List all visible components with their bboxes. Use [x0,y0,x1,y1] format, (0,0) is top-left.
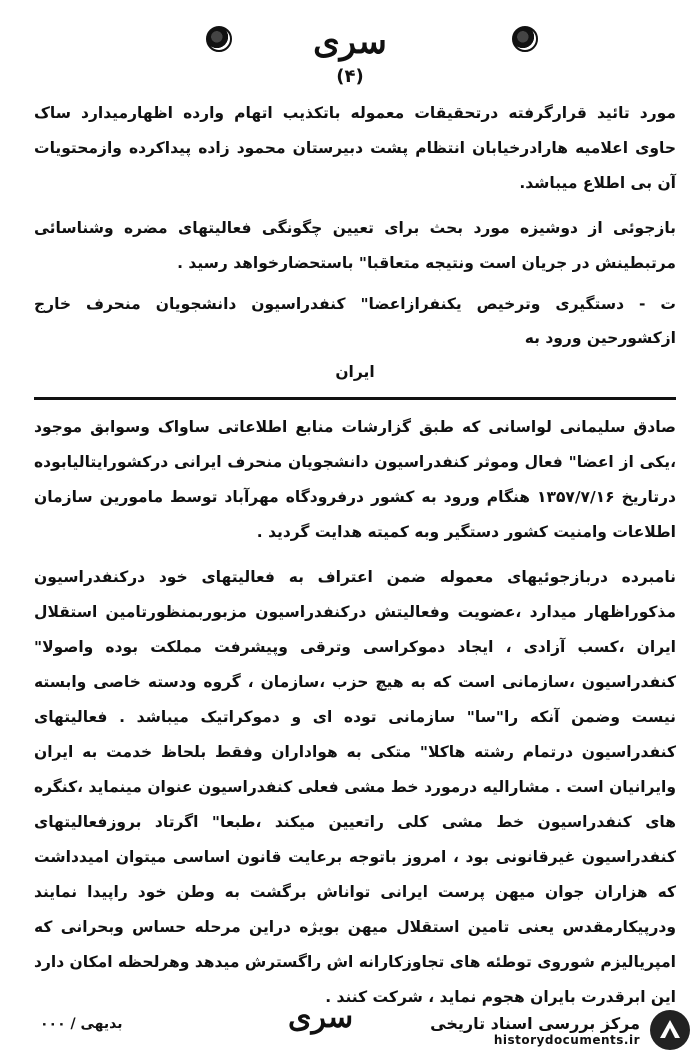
watermark-title: مرکز بررسی اسناد تاریخی [430,1013,640,1033]
item-t [34,287,676,389]
item-t-last-word: ایران [335,363,375,381]
section-divider [34,397,676,400]
watermark-url: historydocuments.ir [493,1032,640,1047]
footer-classification: سری [288,1000,354,1035]
watermark-text [430,1014,640,1047]
page-number: (۴) [336,66,364,87]
paragraph: بازجوئی از دوشیزه مورد بحث برای تعیین چگونگی فعالیتهای مضره وشناسائی مرتبطینش در جریان است ونتیجه متعاقبا" باستحضارخواهد رسید . [34,219,676,272]
paragraph: نامبرده دربازجوئیهای معموله ضمن اعتراف به فعالیتهای خود درکنفدراسیون مذکوراظهار میدارد ،عضویت وفعالیتش درکنفدراسیون مزبوربمنظورتامین استقلال ایران ،کسب آزادی ، ایجاد دموکراسی وترقی وپیشرفت مملکت بوده واصولا" کنفدراسیون ،سازمانی است که به هیچ حزب ،سازمان ، گروه ودسته خاصی وابسته نیست وضمن آنکه را"سا" سازمانی توده ای و دموکراتیک میباشد . فعالیتهای کنفدراسیون درتمام رشته هاکلا" متکی به هواداران وفقط بلحاظ خدمت به ایران وایرانیان است . مشارالیه درمورد خط مشی فعلی کنفدراسیون عنوان مینماید ،کنگره های کنفدراسیون خط مشی کلی راتعیین میکند ،طبعا" اگرتاد بروزفعالیتهای کنفدراسیون غیرقانونی بود ، امروز باتوجه برعایت قانون اساسی میتوان امیدداشت که هزاران جوان میهن پرست ایرانی تواناش برگشت به وطن خود راپیدا نمایند ودرپیکارمقدس یعنی تامین استقلال میهن بویژه دراین مرحله حساس وبحرانی که امپریالیزم شوروی توطئه های تجاوزکارانه اش راگسترش میدهد وهرلحظه امکان دارد این ابرقدرت بایران هجوم نماید ، شرکت کنند . [34,568,676,1006]
footer-code: بدیهی / ۰۰۰ [40,1016,123,1032]
document-body [34,96,676,1015]
item-t-text: ت - دستگیری وترخیص یکنفرازاعضا" کنفدراسیون دانشجویان منحرف خارج ازکشورحین ورود به [34,295,676,347]
watermark [430,1005,692,1055]
paragraph: صادق سلیمانی لواسانی که طبق گزارشات منابع اطلاعاتی ساواک وسوابق موجود ،یکی از اعضا" فعال وموثر کنفدراسیون دانشجویان منحرف ایرانی درکشورایتالیابوده درتاریخ ۱۳۵۷/۷/۱۶ هنگام ورود به کشور درفرودگاه مهرآباد توسط مامورین سازمان اطلاعات وامنیت کشور دستگیر وبه کمیته هدایت گردید . [34,418,676,541]
paragraph: مورد تائید قرارگرفته درتحقیقات معموله باتکذیب اتهام وارده اظهارمیدارد ساک حاوی اعلامیه هارادرخیابان انتظام پشت دبیرستان محمود زاده پیداکرده وازمحتویات آن بی اطلاع میباشد. [34,104,676,192]
classification-title: سری [313,22,387,62]
watermark-logo-icon [648,1008,692,1052]
